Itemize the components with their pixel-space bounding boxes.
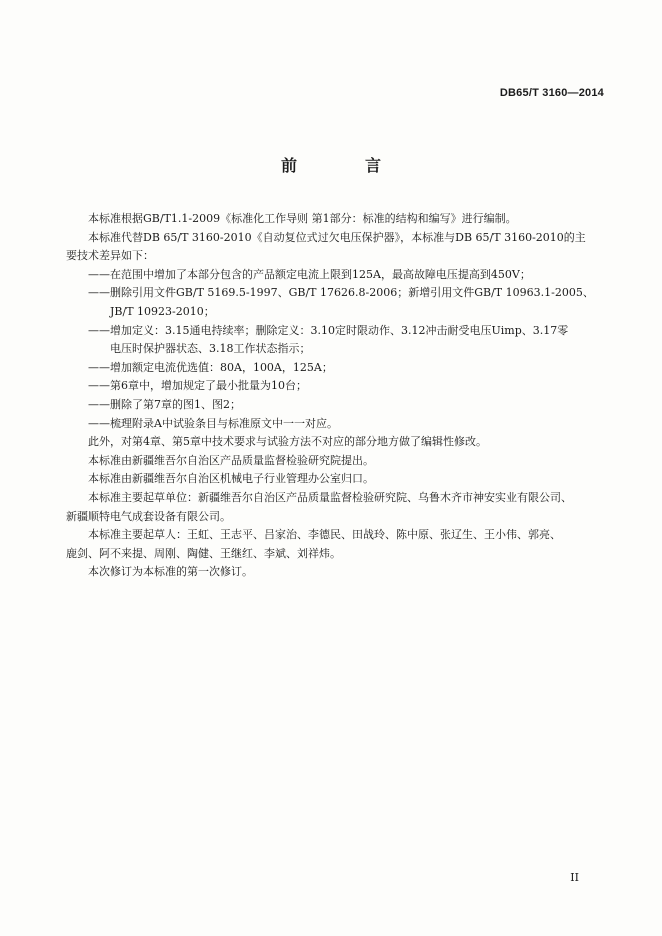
- document-body: [66, 210, 606, 582]
- paragraph-editorial: 此外，对第4章、第5章中技术要求与试验方法不对应的部分地方做了编辑性修改。: [88, 435, 487, 449]
- paragraph-replaces-cont: 要技术差异如下：: [66, 249, 154, 263]
- paragraph-drafting-units-cont: 新疆顺特电气成套设备有限公司。: [66, 509, 231, 523]
- list-item: [66, 284, 606, 321]
- list-item-text: ——第6章中，增加规定了最小批量为10台；: [88, 379, 307, 393]
- list-item-continuation: JB/T 10923-2010；: [110, 304, 215, 318]
- list-item: [66, 322, 606, 359]
- list-item: [66, 377, 606, 396]
- paragraph-drafting-units: 本标准主要起草单位：新疆维吾尔自治区产品质量监督检验研究院、乌鲁木齐市神安实业有限公司、: [88, 490, 572, 504]
- page-title: 前 言: [280, 156, 407, 175]
- paragraph-centralized: 本标准由新疆维吾尔自治区机械电子行业管理办公室归口。: [88, 472, 374, 486]
- paragraph-revision: 本次修订为本标准的第一次修订。: [88, 565, 253, 579]
- list-item: [66, 266, 606, 285]
- list-item: [66, 415, 606, 434]
- paragraph-drafters-cont: 鹿剑、阿不来提、周刚、陶健、王继红、李斌、刘祥炜。: [66, 546, 341, 560]
- list-item-text: ——在范围中增加了本部分包含的产品额定电流上限到125A，最高故障电压提高到450V；: [88, 267, 531, 281]
- page-number: II: [570, 871, 579, 884]
- standard-code: DB65/T 3160—2014: [499, 87, 604, 99]
- list-item-continuation: 电压时保护器状态、3.18工作状态指示；: [110, 342, 311, 356]
- list-item-text: ——增加额定电流优选值：80A，100A，125A；: [88, 360, 333, 374]
- paragraph-drafters: 本标准主要起草人：王虹、王志平、吕家治、李德民、田战玲、陈中原、张辽生、王小伟、郭亮、: [88, 528, 561, 542]
- list-item: [66, 359, 606, 378]
- list-item-text: ——删除引用文件GB/T 5169.5-1997、GB/T 17626.8-2006；新增引用文件GB/T 10963.1-2005、: [88, 286, 594, 300]
- list-item: [66, 396, 606, 415]
- list-item-text: ——梳理附录A中试验条目与标准原文中一一对应。: [88, 416, 338, 430]
- paragraph-replaces: 本标准代替DB 65/T 3160-2010《自动复位式过欠电压保护器》，本标准与DB 65/T 3160-2010的主: [88, 230, 586, 244]
- list-item-text: ——增加定义：3.15通电持续率；删除定义：3.10定时限动作、3.12冲击耐受电压Uimp、3.17零: [88, 323, 569, 337]
- paragraph-basis: 本标准根据GB/T1.1-2009《标准化工作导则 第1部分：标准的结构和编写》进行编制。: [88, 212, 517, 225]
- paragraph-proposer: 本标准由新疆维吾尔自治区产品质量监督检验研究院提出。: [88, 453, 374, 467]
- list-item-text: ——删除了第7章的图1、图2；: [88, 397, 241, 411]
